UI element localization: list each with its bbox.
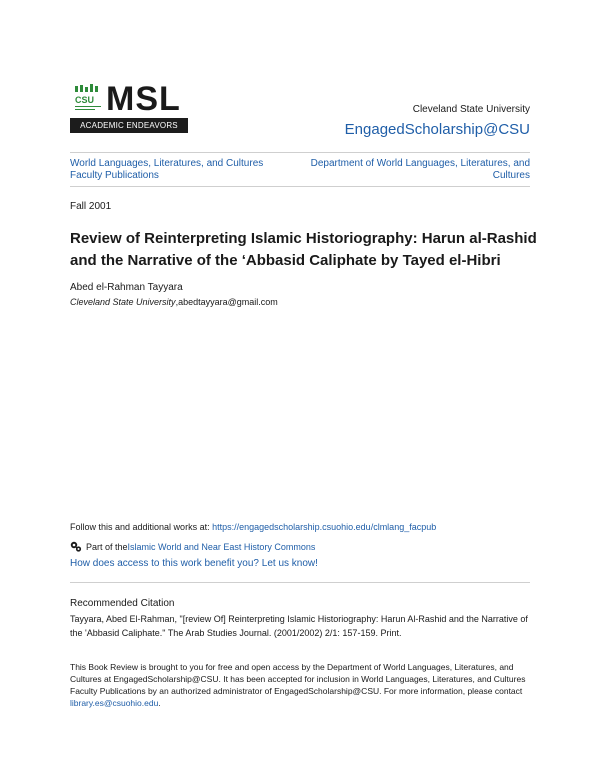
csu-mark-text: CSU [75, 95, 95, 105]
logo-tagline: ACADEMIC ENDEAVORS [70, 118, 188, 133]
logo-name: MSL [106, 80, 181, 118]
publication-date: Fall 2001 [70, 201, 112, 212]
contact-email-link[interactable]: library.es@csuohio.edu [70, 698, 159, 708]
notice-end: . [158, 698, 161, 708]
notice-text: This Book Review is brought to you for free and open access by the Department of World Languages, Literatures, and Cultures at EngagedScholarship@CSU. It has been accepted for inclusion in World Languages, Literatures, and Cultures Faculty Publications by an authorized administrator of EngagedScholarship@CSU. For more information, please contact [70, 662, 526, 696]
commons-network-icon [70, 541, 82, 553]
benefit-feedback-link[interactable]: How does access to this work benefit you? Let us know! [70, 558, 318, 569]
series-link[interactable]: World Languages, Literatures, and Cultures Faculty Publications [70, 158, 264, 181]
document-title: Review of Reinterpreting Islamic Historiography: Harun al-Rashid and the Narrative of the ‘Abbasid Caliphate by Tayed el-Hibri [70, 230, 537, 269]
access-notice [70, 661, 540, 709]
msl-logo [70, 82, 190, 138]
divider [70, 152, 530, 153]
csu-logo-icon [72, 84, 104, 114]
citation-text: Tayyara, Abed El-Rahman, "[review Of] Reinterpreting Islamic Historiography: Harun Al-Rashid and the Narrative of the 'Abbasid Caliphate." The Arab Studies Journal. (2001/2002) 2/1: 157-159. Print. [70, 614, 528, 638]
part-of-line [70, 541, 315, 553]
author-email: abedtayyara@gmail.com [178, 297, 278, 307]
university-name: Cleveland State University [412, 104, 530, 115]
follow-line [70, 522, 436, 532]
author-institution: Cleveland State University [70, 297, 176, 307]
citation-heading: Recommended Citation [70, 598, 175, 609]
department-link[interactable]: Department of World Languages, Literatures, and Cultures [310, 158, 530, 181]
part-of-prefix: Part of the [86, 542, 128, 552]
author-name: Abed el-Rahman Tayyara [70, 282, 183, 293]
divider [70, 186, 530, 187]
author-affiliation: Cleveland State University,abedtayyara@gmail.com [70, 297, 278, 307]
commons-link[interactable]: Islamic World and Near East History Commons [127, 542, 316, 552]
repository-link[interactable]: EngagedScholarship@CSU [344, 121, 530, 138]
follow-prefix: Follow this and additional works at: [70, 522, 213, 532]
follow-url-link[interactable]: https://engagedscholarship.csuohio.edu/clmlang_facpub [212, 522, 437, 532]
divider [70, 582, 530, 583]
